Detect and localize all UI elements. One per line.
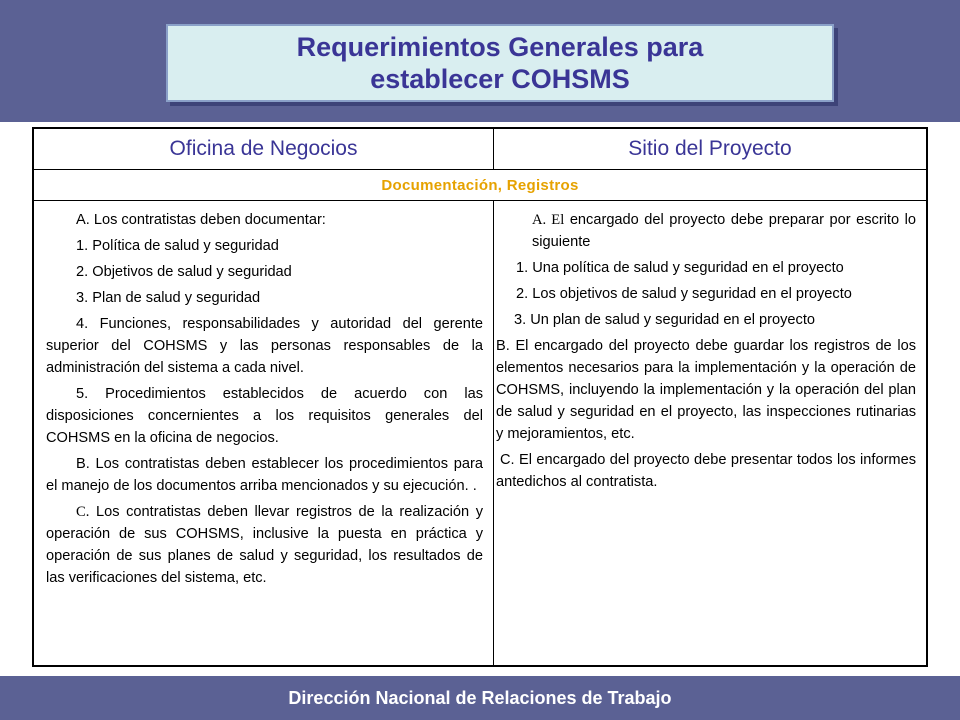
slide-title-line-2: establecer COHSMS [370,64,630,94]
right-item-b: B. El encargado del proyecto debe guardar los registros de los elementos necesarios para la implementación y la operación de COHSMS, incluyendo la implementación y la operación del plan de salud y seguridad en el proyecto, las inspecciones rutinarias y mejoramientos, etc. [496,338,916,442]
left-item-1: 1. Política de salud y seguridad [76,238,279,254]
slide-title-line-1: Requerimientos Generales para [296,32,704,62]
footer-band: Dirección Nacional de Relaciones de Trabajo [0,676,960,720]
table-header-row [34,129,926,170]
left-item-3: 3. Plan de salud y seguridad [76,290,261,306]
section-header: Documentación, Registros [34,170,926,201]
right-item-1: 1. Una política de salud y seguridad en el proyecto [516,260,844,276]
right-item-a-letter: A. El [532,212,565,228]
left-item-c-letter: C. [76,504,90,520]
right-item-2: 2. Los objetivos de salud y seguridad en el proyecto [516,286,852,302]
right-item-c: C. El encargado del proyecto debe presentar todos los informes antedichos al contratista. [496,452,916,490]
left-item-c-text: Los contratistas deben llevar registros de la realización y operación de sus COHSMS, inclusive la puesta en práctica y operación de sus planes de salud y seguridad, los resultados de las verificaciones del sistema, etc. [46,504,484,586]
right-item-3: 3. Un plan de salud y seguridad en el proyecto [514,312,815,328]
left-item-b: B. Los contratistas deben establecer los procedimientos para el manejo de los documentos arriba mencionados y su ejecución. . [46,456,483,494]
right-column-cell [494,201,926,665]
left-item-c [46,501,483,589]
column-header-sitio: Sitio del Proyecto [628,137,792,160]
requirements-table [32,127,928,667]
left-item-4: 4. Funciones, responsabilidades y autoridad del gerente superior del COHSMS y las personas responsables de la administración del sistema a cada nivel. [46,316,483,376]
left-item-2: 2. Objetivos de salud y seguridad [76,264,292,280]
slide-title-box [166,24,834,102]
left-item-a: A. Los contratistas deben documentar: [76,212,326,228]
right-item-a [532,209,916,253]
column-header-oficina: Oficina de Negocios [34,129,494,169]
right-item-a-text: encargado del proyecto debe preparar por escrito lo siguiente [532,212,916,250]
left-column-cell [34,201,494,665]
left-item-5: 5. Procedimientos establecidos de acuerdo con las disposiciones concernientes a los requisitos generales del COHSMS en la oficina de negocios. [46,386,483,446]
